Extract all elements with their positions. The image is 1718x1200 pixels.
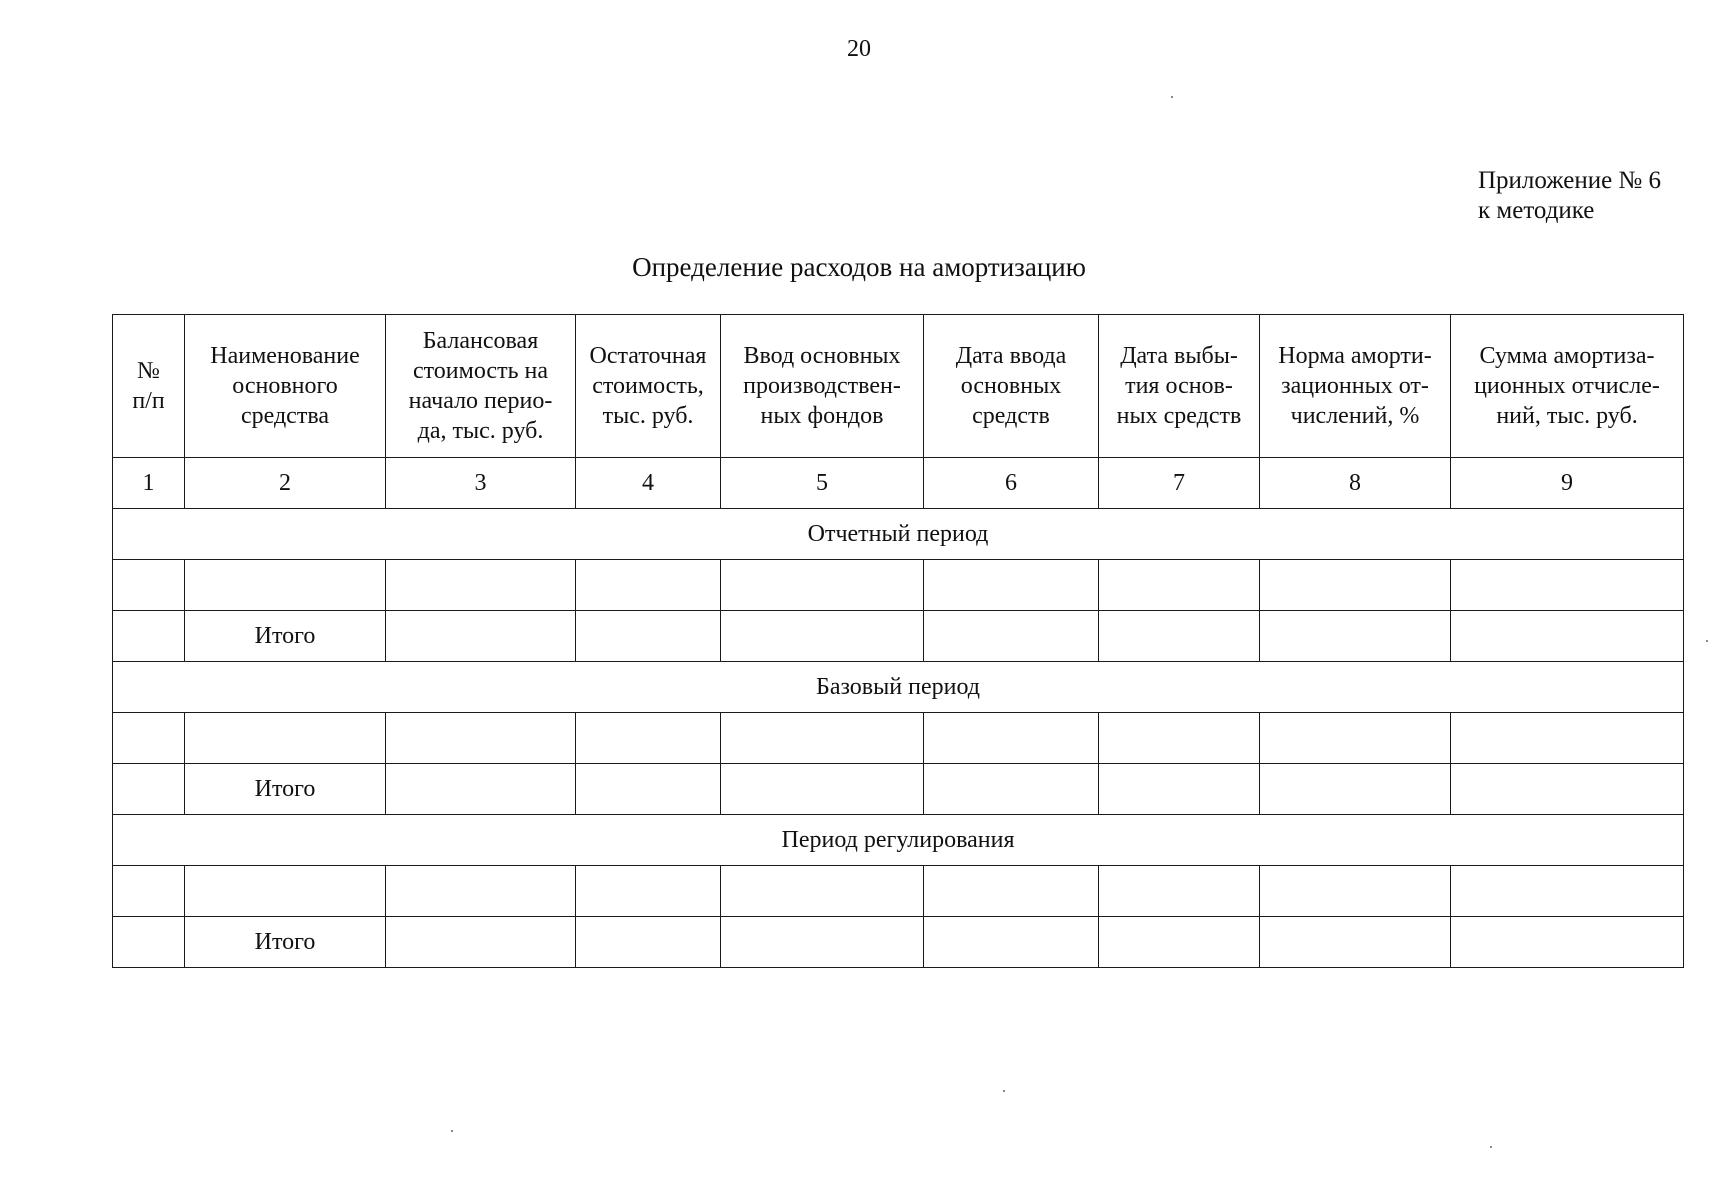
scan-speck xyxy=(1490,1146,1492,1148)
empty-cell xyxy=(1099,866,1260,917)
table-row xyxy=(113,560,1684,611)
empty-cell xyxy=(721,917,924,968)
empty-cell xyxy=(1260,560,1451,611)
section-title: Базовый период xyxy=(113,662,1684,713)
section-title: Период регулирования xyxy=(113,815,1684,866)
empty-cell xyxy=(1451,713,1684,764)
table-row xyxy=(113,713,1684,764)
empty-cell xyxy=(721,713,924,764)
column-number-cell: 8 xyxy=(1260,458,1451,509)
page-number: 20 xyxy=(847,36,871,62)
empty-cell xyxy=(185,866,386,917)
section-header-row xyxy=(113,815,1684,866)
empty-cell xyxy=(1451,917,1684,968)
column-number-cell: 5 xyxy=(721,458,924,509)
scan-speck xyxy=(451,1130,453,1132)
column-number-cell: 4 xyxy=(576,458,721,509)
empty-cell xyxy=(1451,764,1684,815)
empty-cell xyxy=(1099,611,1260,662)
column-header-line: основного xyxy=(232,373,338,399)
empty-cell xyxy=(576,713,721,764)
empty-cell xyxy=(386,866,576,917)
table-header-row xyxy=(113,315,1684,458)
column-header-line: № xyxy=(137,358,160,384)
empty-cell xyxy=(1260,764,1451,815)
column-header-6 xyxy=(924,315,1099,458)
scan-speck xyxy=(1706,640,1708,642)
column-header-line: стоимость на xyxy=(412,358,549,384)
section-header-row xyxy=(113,509,1684,560)
column-header-line: ных фондов xyxy=(760,403,884,429)
empty-cell xyxy=(1260,917,1451,968)
column-number-cell: 9 xyxy=(1451,458,1684,509)
column-number-cell: 7 xyxy=(1099,458,1260,509)
empty-cell xyxy=(576,917,721,968)
column-header-line: производствен- xyxy=(743,373,901,399)
column-header-line: Дата ввода xyxy=(955,343,1067,369)
column-header-line: тыс. руб. xyxy=(602,403,694,429)
empty-cell xyxy=(721,866,924,917)
appendix-line-2: к методике xyxy=(1478,197,1595,224)
empty-cell xyxy=(386,560,576,611)
column-number-cell: 3 xyxy=(386,458,576,509)
section-header-row xyxy=(113,662,1684,713)
column-header-line: стоимость, xyxy=(592,373,704,399)
column-header-2 xyxy=(185,315,386,458)
empty-cell xyxy=(185,713,386,764)
empty-cell xyxy=(924,560,1099,611)
section-title: Отчетный период xyxy=(113,509,1684,560)
total-row xyxy=(113,764,1684,815)
empty-cell xyxy=(1099,713,1260,764)
empty-cell xyxy=(386,764,576,815)
empty-cell xyxy=(386,713,576,764)
total-row xyxy=(113,611,1684,662)
empty-cell xyxy=(113,713,185,764)
empty-cell xyxy=(924,611,1099,662)
empty-cell xyxy=(924,917,1099,968)
column-header-4 xyxy=(576,315,721,458)
column-header-9 xyxy=(1451,315,1684,458)
column-header-line: средства xyxy=(240,403,329,429)
column-header-line: да, тыс. руб. xyxy=(417,418,544,444)
empty-cell xyxy=(924,764,1099,815)
column-header-line: Ввод основных xyxy=(743,343,901,369)
column-header-line: числений, % xyxy=(1290,403,1420,429)
empty-cell xyxy=(1099,560,1260,611)
empty-cell xyxy=(1260,611,1451,662)
column-header-line: Сумма амортиза- xyxy=(1479,343,1655,369)
empty-cell xyxy=(1260,866,1451,917)
column-header-line: основных xyxy=(960,373,1062,399)
table-row xyxy=(113,866,1684,917)
empty-cell xyxy=(113,611,185,662)
column-header-7 xyxy=(1099,315,1260,458)
column-header-3 xyxy=(386,315,576,458)
empty-cell xyxy=(1099,764,1260,815)
scan-speck xyxy=(1171,96,1173,98)
empty-cell xyxy=(1451,866,1684,917)
column-number-cell: 6 xyxy=(924,458,1099,509)
column-header-8 xyxy=(1260,315,1451,458)
empty-cell xyxy=(386,917,576,968)
column-header-line: начало перио- xyxy=(408,388,553,414)
empty-cell xyxy=(386,611,576,662)
column-header-1 xyxy=(113,315,185,458)
column-header-line: п/п xyxy=(132,388,165,414)
column-number-row xyxy=(113,458,1684,509)
column-number-cell: 2 xyxy=(185,458,386,509)
column-header-5 xyxy=(721,315,924,458)
empty-cell xyxy=(576,560,721,611)
column-header-line: ных средств xyxy=(1116,403,1242,429)
column-header-line: зационных от- xyxy=(1281,373,1429,399)
column-header-line: Наименование xyxy=(210,343,360,369)
empty-cell xyxy=(721,764,924,815)
total-row xyxy=(113,917,1684,968)
empty-cell xyxy=(721,611,924,662)
empty-cell xyxy=(721,560,924,611)
empty-cell xyxy=(576,866,721,917)
empty-cell xyxy=(576,764,721,815)
empty-cell xyxy=(1451,611,1684,662)
appendix-note xyxy=(1478,166,1661,226)
column-header-line: тия основ- xyxy=(1125,373,1233,399)
column-header-line: средств xyxy=(972,403,1050,429)
total-label: Итого xyxy=(185,764,386,815)
empty-cell xyxy=(113,866,185,917)
empty-cell xyxy=(576,611,721,662)
column-header-line: Балансовая xyxy=(422,328,539,354)
scan-speck xyxy=(1003,1090,1005,1092)
appendix-line-1: Приложение № 6 xyxy=(1478,167,1662,194)
column-header-line: Остаточная xyxy=(589,343,707,369)
empty-cell xyxy=(185,560,386,611)
empty-cell xyxy=(1451,560,1684,611)
empty-cell xyxy=(924,713,1099,764)
empty-cell xyxy=(113,764,185,815)
total-label: Итого xyxy=(185,611,386,662)
total-label: Итого xyxy=(185,917,386,968)
empty-cell xyxy=(113,560,185,611)
column-header-line: Дата выбы- xyxy=(1120,343,1238,369)
empty-cell xyxy=(924,866,1099,917)
empty-cell xyxy=(1260,713,1451,764)
empty-cell xyxy=(1099,917,1260,968)
column-number-cell: 1 xyxy=(113,458,185,509)
column-header-line: ний, тыс. руб. xyxy=(1496,403,1638,429)
column-header-line: Норма аморти- xyxy=(1278,343,1432,369)
empty-cell xyxy=(113,917,185,968)
depreciation-table xyxy=(112,314,1684,968)
document-title: Определение расходов на амортизацию xyxy=(632,252,1086,282)
column-header-line: ционных отчисле- xyxy=(1474,373,1660,399)
